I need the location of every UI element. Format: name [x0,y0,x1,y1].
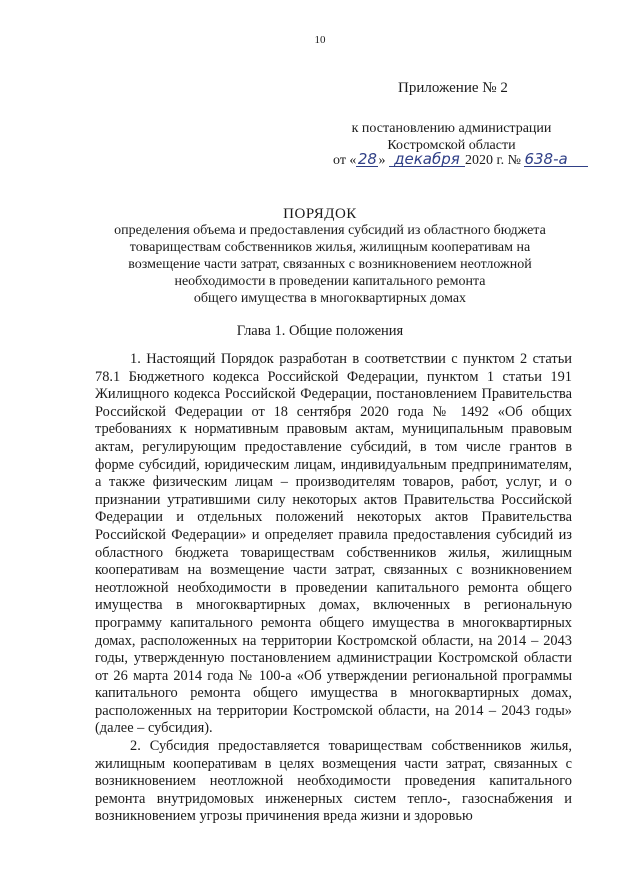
body-text [95,351,572,826]
date-mid: » [378,153,386,168]
subtitle-line: общего имущества в многоквартирных домах [193,291,467,306]
decree-reference [344,120,559,154]
decree-line: Костромской области [387,138,516,153]
paragraph-2: 2. Субсидия предоставляется товариществам собственников жилья, жилищным кооперативам в целях возмещения части затрат, связанных с возникновением неотложной необходимости проведения капитального ремонта внутридомовых инженерных систем тепло-, газоснабжения и возникновением угрозы причинения вреда жизни и здоровью [95,738,572,825]
paragraph-1: 1. Настоящий Порядок разработан в соответствии с пунктом 2 статьи 78.1 Бюджетного кодекса Российской Федерации, пунктом 1 статьи 191 Жилищного кодекса Российской Федерации, постановлением Правительства Российской Федерации от 18 сентября 2020 года № 1492 «Об общих требованиях к нормативным правовым актам, муниципальным правовым актам, регулирующим предоставление субсидий, в том числе грантов в форме субсидий, юридическим лицам, индивидуальным предпринимателям, а также физическим лицам – производителям товаров, работ, услуг, и о признании утратившими силу некоторых актов Правительства Российской Федерации и отдельных положений некоторых актов Правительства Российской Федерации» и определяет правила предоставления субсидий из областного бюджета товариществам собственников жилья, жилищным кооперативам на возмещение части затрат, связанных с возникновением неотложной необходимости в проведении капитального ремонта общего имущества в многоквартирных домах, включенных в региональную программу капитального ремонта общего имущества в многоквартирных домах, расположенных на территории Костромской области, на 2014 – 2043 годы, утвержденную постановлением администрации Костромской области от 26 марта 2014 года № 100-а «Об утверждении региональной программы капитального ремонта общего имущества в многоквартирных домах, расположенных на территории Костромской области, на 2014 – 2043 годы» (далее – субсидия). [95,351,572,737]
document-title: ПОРЯДОК [283,206,357,222]
page-number: 10 [314,34,326,46]
decree-line: к постановлению администрации [351,121,552,136]
subtitle-line: необходимости в проведении капитального ремонта [174,274,486,289]
date-prefix: от « [333,153,357,168]
handwritten-doc-number: 638-а [524,152,588,167]
appendix-title: Приложение № 2 [398,80,508,96]
decree-date [333,152,588,169]
subtitle-line: определения объема и предоставления субсидий из областного бюджета [114,223,546,238]
subtitle-line: товариществам собственников жилья, жилищным кооперативам на [129,240,531,255]
handwritten-month: декабря [389,152,465,167]
handwritten-day: 28 [357,150,377,168]
document-subtitle [110,222,550,307]
chapter-heading: Глава 1. Общие положения [236,323,404,339]
date-year: 2020 г. № [464,153,521,168]
subtitle-line: возмещение части затрат, связанных с возникновением неотложной [128,257,532,272]
